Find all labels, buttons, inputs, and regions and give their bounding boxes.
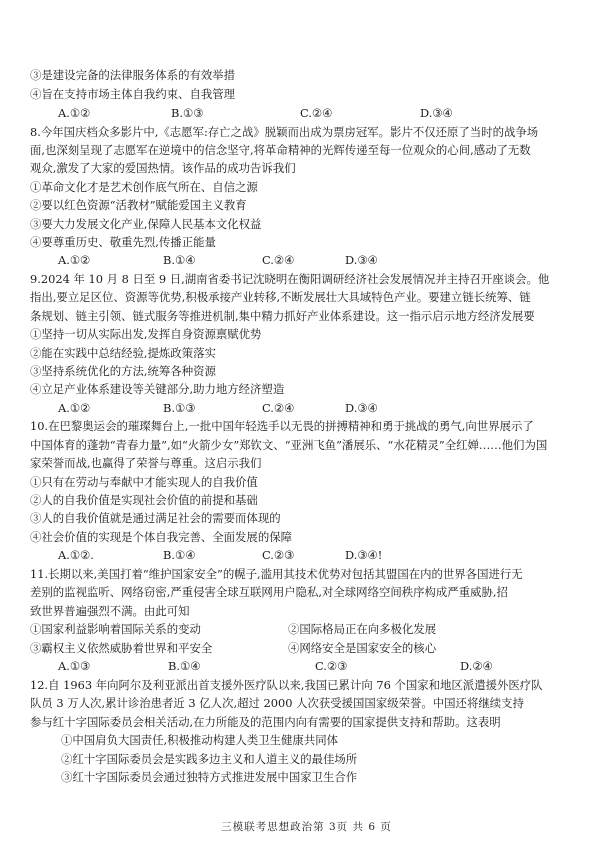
question-12-stem: 12.自 1963 年向阿尔及利亚派出首支援外医疗队以来,我国已累计向 76 个国家和地区派遣援外医疗队 bbox=[30, 678, 543, 692]
statement-4: ④社会价值的实现是个体自我完善、全面发展的保障 bbox=[30, 530, 292, 544]
option-d: D.③④ bbox=[345, 401, 378, 415]
question-9-stem: 9.2024 年 10 月 8 日至 9 日,湖南省委书记沈晓明在衡阳调研经济社会发展情况并主持召开座谈会。他 bbox=[30, 272, 550, 286]
option-b: B.①④ bbox=[163, 253, 196, 267]
option-d: D.②④ bbox=[460, 659, 493, 673]
statement-1: ①坚持一切从实际出发,发挥自身资源禀赋优势 bbox=[30, 327, 262, 341]
option-c: C.②④ bbox=[300, 106, 333, 120]
option-b: B.①④ bbox=[168, 659, 201, 673]
statement-2: ②能在实践中总结经验,提炼政策落实 bbox=[30, 346, 216, 360]
statement-3: ③要大力发展文化产业,保障人民基本文化权益 bbox=[30, 217, 262, 231]
question-10-stem: 家荣誉而战,也赢得了荣誉与尊重。这启示我们 bbox=[30, 456, 262, 470]
statement-4: ④要尊重历史、敬重先烈,传播正能量 bbox=[30, 235, 216, 249]
option-a: A.①②. bbox=[58, 548, 94, 562]
statement-1: ①革命文化才是艺术创作底气所在、自信之源 bbox=[30, 180, 258, 194]
option-d: D.③④ bbox=[420, 106, 453, 120]
statement-1: ①国家利益影响着国际关系的变动 bbox=[30, 622, 201, 636]
statement-4: ④旨在支持市场主体自我约束、自我管理 bbox=[30, 87, 236, 101]
question-8-stem: 观众,激发了大家的爱国热情。该作品的成功告诉我们 bbox=[30, 161, 296, 175]
statement-2: ②红十字国际委员会是实践多边主义和人道主义的最佳场所 bbox=[61, 752, 358, 766]
page-footer: 三模联考思想政治第 3页 共 6 页 bbox=[221, 821, 392, 833]
option-b: B.①④ bbox=[163, 548, 196, 562]
statement-3: ③坚持系统优化的方法,统筹各种资源 bbox=[30, 364, 216, 378]
statement-2: ②国际格局正在向多极化发展 bbox=[288, 622, 437, 636]
question-9-stem: 指出,要立足区位、资源等优势,积极承接产业转移,不断发展壮大具域特色产业。要建立链长统筹、链 bbox=[30, 290, 531, 304]
statement-2: ②人的自我价值是实现社会价值的前提和基础 bbox=[30, 493, 258, 507]
option-c: C.②③ bbox=[262, 548, 295, 562]
question-8-stem: 面,也深刻呈现了志愿军在逆境中的信念坚守,将革命精神的光辉传递至每一位观众的心间,感动了无数 bbox=[30, 143, 531, 157]
question-10-stem: 10.在巴黎奥运会的璀璨舞台上,一批中国年轻选手以无畏的拼搏精神和勇于挑战的勇气,向世界展示了 bbox=[30, 419, 534, 433]
option-b: B.①③ bbox=[171, 106, 204, 120]
statement-3: ③人的自我价值就是通过满足社会的需要而体现的 bbox=[30, 511, 281, 525]
question-8-stem: 8.今年国庆档众多影片中,《志愿军:存亡之战》脱颖而出成为票房冠军。影片不仅还原了当时的战争场 bbox=[30, 125, 539, 139]
statement-3: ③霸权主义依然威胁着世界和平安全 bbox=[30, 641, 213, 655]
statement-3: ③红十字国际委员会通过独特方式推进发展中国家卫生合作 bbox=[61, 770, 358, 784]
question-10-stem: 中国体育的蓬勃“青春力量”,如“火箭少女”郑钦文、“亚洲飞鱼”潘展乐、“水花精灵”全红婵……他们为国 bbox=[30, 438, 548, 452]
option-c: C.②④ bbox=[262, 253, 295, 267]
statement-1: ①中国肩负大国责任,积极推动构建人类卫生健康共同体 bbox=[61, 733, 338, 747]
question-12-stem: 队员 3 万人次,累计诊治患者近 3 亿人次,超过 2000 人次获受援国国家级荣誉。中国还将继续支持 bbox=[30, 696, 524, 710]
question-12-stem: 参与红十字国际委员会相关活动,在力所能及的范围内向有需要的国家提供支持和帮助。这表明 bbox=[30, 715, 501, 729]
option-b: B.①③ bbox=[163, 401, 196, 415]
option-a: A.①② bbox=[58, 106, 91, 120]
question-11-stem: 差别的监视监听、网络窃密,严重侵害全球互联网用户隐私,对全球网络空间秩序构成严重威胁,招 bbox=[30, 585, 508, 599]
option-d: D.③④ bbox=[345, 253, 378, 267]
question-9-stem: 条规划、链主引领、链式服务等推进机制,集中精力抓好产业体系建设。这一指示启示地方经济发展要 bbox=[30, 309, 535, 323]
statement-1: ①只有在劳动与奉献中才能实现人的自我价值 bbox=[30, 475, 258, 489]
question-11-stem: 11.长期以来,美国打着“维护国家安全”的幌子,滥用其技术优势对包括其盟国在内的世界各国进行无 bbox=[30, 567, 523, 581]
option-a: A.①③ bbox=[58, 659, 91, 673]
option-a: A.①② bbox=[58, 401, 91, 415]
option-a: A.①② bbox=[58, 253, 91, 267]
statement-4: ④网络安全是国家安全的核心 bbox=[288, 641, 437, 655]
statement-3: ③是建设完备的法律服务体系的有效举措 bbox=[30, 68, 236, 82]
option-d: D.③④! bbox=[345, 548, 383, 562]
statement-4: ④立足产业体系建设等关键部分,助力地方经济塑造 bbox=[30, 382, 285, 396]
option-c: C.②③ bbox=[315, 659, 348, 673]
option-c: C.②④ bbox=[262, 401, 295, 415]
question-11-stem: 致世界普遍强烈不满。由此可知 bbox=[30, 604, 190, 618]
statement-2: ②要以红色资源“活教材”赋能爱国主义教育 bbox=[30, 198, 247, 212]
